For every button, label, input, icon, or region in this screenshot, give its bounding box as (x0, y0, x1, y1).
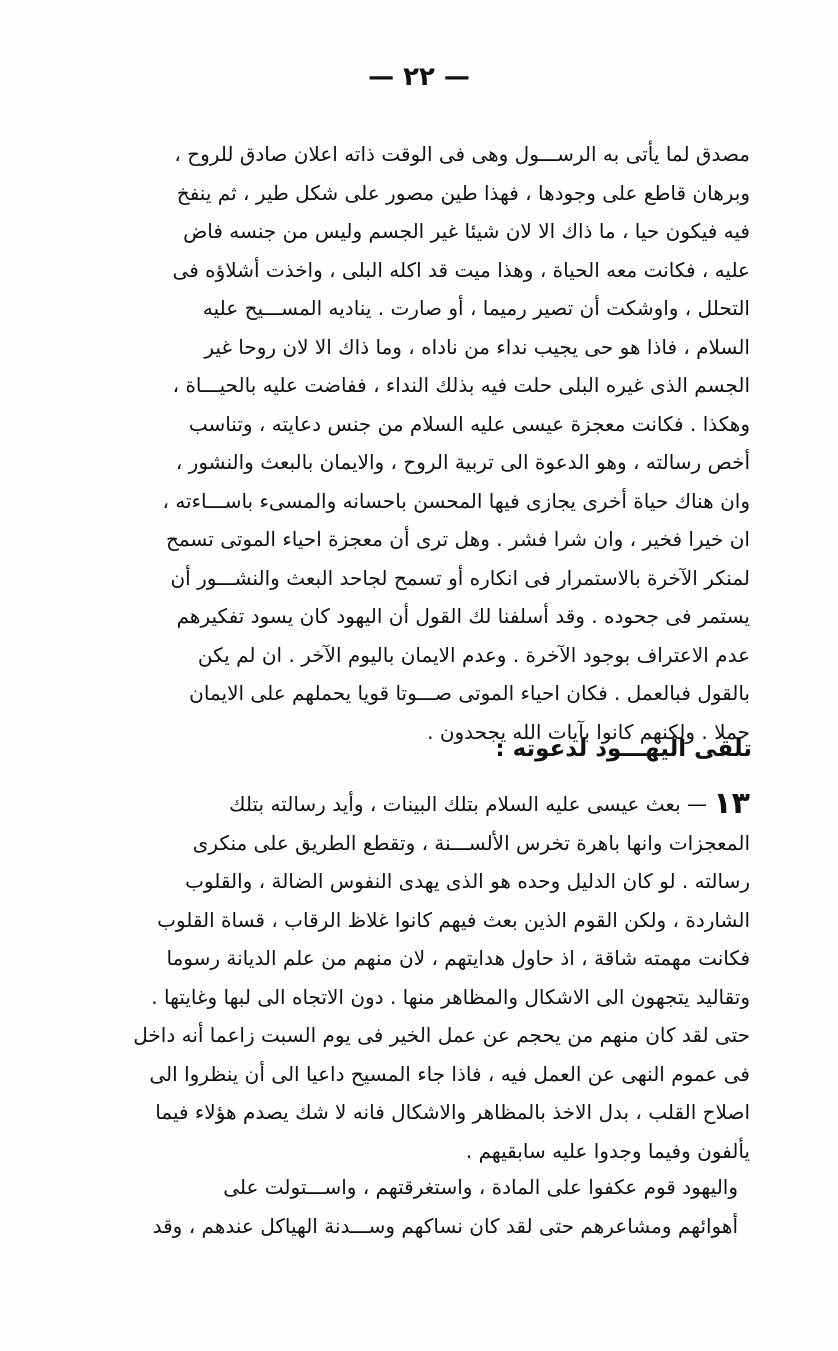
text-line: وهكذا . فكانت معجزة عيسى عليه السلام من جنس دعايته ، وتناسب (188, 411, 750, 436)
paragraph-2 (70, 785, 750, 1170)
text-line: أهوائهم ومشاعرهم حتى لقد كان نساكهم وســـدنة الهياكل عندهم ، وقد (152, 1213, 738, 1238)
section-heading: تلقى اليهـــود لدعوته : (495, 736, 752, 762)
text-line: الجسم الذى غيره البلى حلت فيه بذلك النداء ، ففاضت عليه بالحيـــاة ، (172, 373, 750, 397)
text-line: مصدق لما يأتى به الرســـول وهى فى الوقت ذاته اعلان صادق للروح ، (174, 142, 750, 166)
text-line: المعجزات وانها باهرة تخرس الألســـنة ، وتقطع الطريق على منكرى (192, 830, 750, 855)
text-line: أخص رسالته ، وهو الدعوة الى تربية الروح ، والايمان بالبعث والنشور ، (175, 450, 750, 474)
text-line: عليه ، فكانت معه الحياة ، وهذا ميت قد اكله البلى ، واخذت أشلاؤه فى (172, 257, 750, 282)
text-line: يألفون وفيما وجدوا عليه سابقيهم . (465, 1138, 750, 1163)
text-line: رسالته . لو كان الدليل وحده هو الذى يهدى النفوس الضالة ، والقلوب (185, 869, 750, 893)
page-number: — ٢٢ — (368, 62, 470, 92)
section-number: ١٣ (713, 786, 750, 821)
text-line: لمنكر الآخرة بالاستمرار فى انكاره أو تسمح لجاحد البعث والنشـــور أن (170, 565, 750, 590)
text-line: بالقول فبالعمل . فكان احياء الموتى صـــوتا قويا يحملهم على الايمان (189, 681, 750, 705)
text-line: — بعث عيسى عليه السلام بتلك البينات ، وأيد رسالته بتلك (229, 792, 708, 816)
paragraph-3 (70, 1168, 738, 1245)
text-line: ان خيرا فخير ، وان شرا فشر . وهل ترى أن معجزة احياء الموتى تسمح (165, 527, 750, 551)
text-line: السلام ، فاذا هو حى يجيب نداء من ناداه ، وما ذاك الا لان روحا غير (204, 334, 750, 359)
text-line: التحلل ، واوشكت أن تصير رميما ، أو صارت . يناديه المســـيح عليه (202, 296, 750, 320)
text-line: الشاردة ، ولكن القوم الذين بعث فيهم كانوا غلاظ الرقاب ، قساة القلوب (157, 907, 750, 932)
text-line: فكانت مهمته شاقة ، اذ حاول هدايتهم ، لان منهم من علم الديانة رسوما (166, 946, 750, 970)
text-line: عدم الاعتراف بوجود الآخرة . وعدم الايمان باليوم الآخر . ان لم يكن (197, 642, 750, 667)
text-line-first (70, 785, 750, 824)
text-line: فى عموم النهى عن العمل فيه ، فاذا جاء المسيح داعيا الى أن ينظروا الى (149, 1061, 750, 1086)
paragraph-1 (74, 135, 750, 751)
text-line: حملا . ولكنهم كانوا بآيات الله يجحدون . (427, 719, 750, 744)
text-line: وبرهان قاطع على وجودها ، فهذا طين مصور على شكل طير ، ثم ينفخ (176, 180, 750, 205)
text-line: حتى لقد كان منهم من يحجم عن عمل الخير فى يوم السبت زاعما أنه داخل (133, 1023, 750, 1047)
text-line: وتقاليد يتجهون الى الاشكال والمظاهر منها . دون الاتجاه الى لبها وغايتها . (151, 984, 750, 1009)
text-line: اصلاح القلب ، بدل الاخذ بالمظاهر والاشكال فانه لا شك يصدم هؤلاء فيما (155, 1100, 750, 1124)
text-line: وان هناك حياة أخرى يجازى فيها المحسن باحسانه والمسىء باســـاءته ، (162, 488, 750, 513)
text-line: يستمر فى جحوده . وقد أسلفنا لك القول أن اليهود كان يسود تفكيرهم (176, 604, 750, 628)
text-line: فيه فيكون حيا ، ما ذاك الا لان شيئا غير الجسم وليس من جنسه فاض (183, 219, 750, 243)
text-line: واليهود قوم عكفوا على المادة ، واستغرقتهم ، واســـتولت على (223, 1175, 738, 1199)
